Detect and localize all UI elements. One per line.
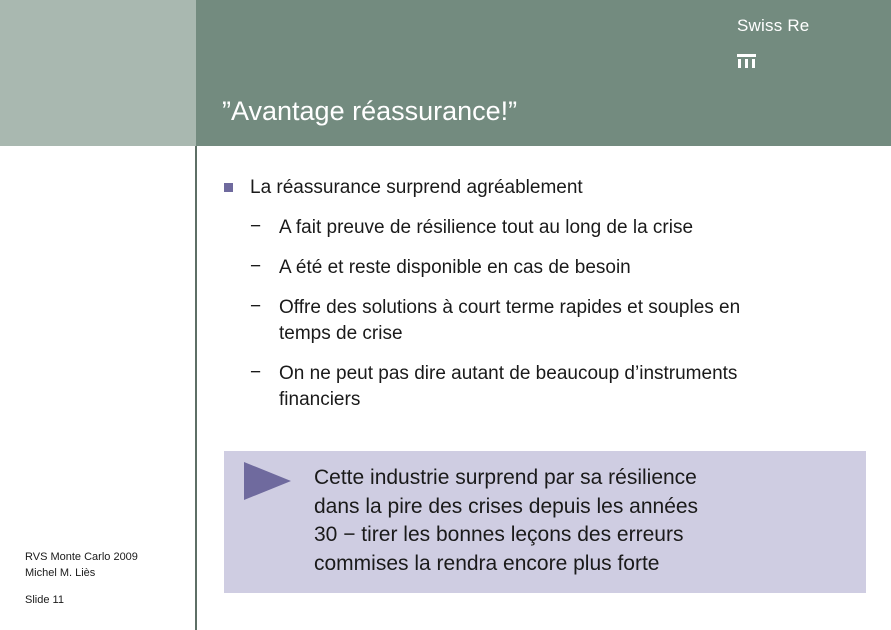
play-arrow-icon [244,462,292,500]
dash-icon: − [250,256,262,277]
page-title: ”Avantage réassurance!” [222,96,518,126]
sub-item-text: financiers [279,389,361,410]
sub-item-text: Offre des solutions à court terme rapides et souples en [279,297,741,318]
vertical-divider [195,146,197,630]
callout-line: commises la rendra encore plus forte [314,551,660,575]
dash-icon: − [250,296,262,317]
callout-line: 30 − tirer les bonnes leçons des erreurs [314,523,684,546]
footer-author: Michel M. Liès [25,567,96,579]
sub-item-text: A été et reste disponible en cas de besoin [279,257,631,278]
swiss-re-logo-icon [737,53,757,69]
sub-item-text: On ne peut pas dire autant de beaucoup d’instruments [279,363,738,384]
main-bullet-text: La réassurance surprend agréablement [250,177,583,198]
footer-event: RVS Monte Carlo 2009 [25,551,138,563]
sub-item-text: temps de crise [279,323,403,344]
callout-line: dans la pire des crises depuis les années [314,494,699,518]
header-side-panel [0,0,196,146]
bullet-square-icon [224,183,233,192]
slide-number: Slide 11 [25,594,64,606]
sub-item-text: A fait preuve de résilience tout au long de la crise [279,217,694,238]
callout-text [314,464,698,578]
dash-icon: − [250,362,262,383]
callout-line: Cette industrie surprend par sa résilience [314,466,697,489]
dash-icon: − [250,216,262,237]
brand-name: Swiss Re [737,16,810,35]
